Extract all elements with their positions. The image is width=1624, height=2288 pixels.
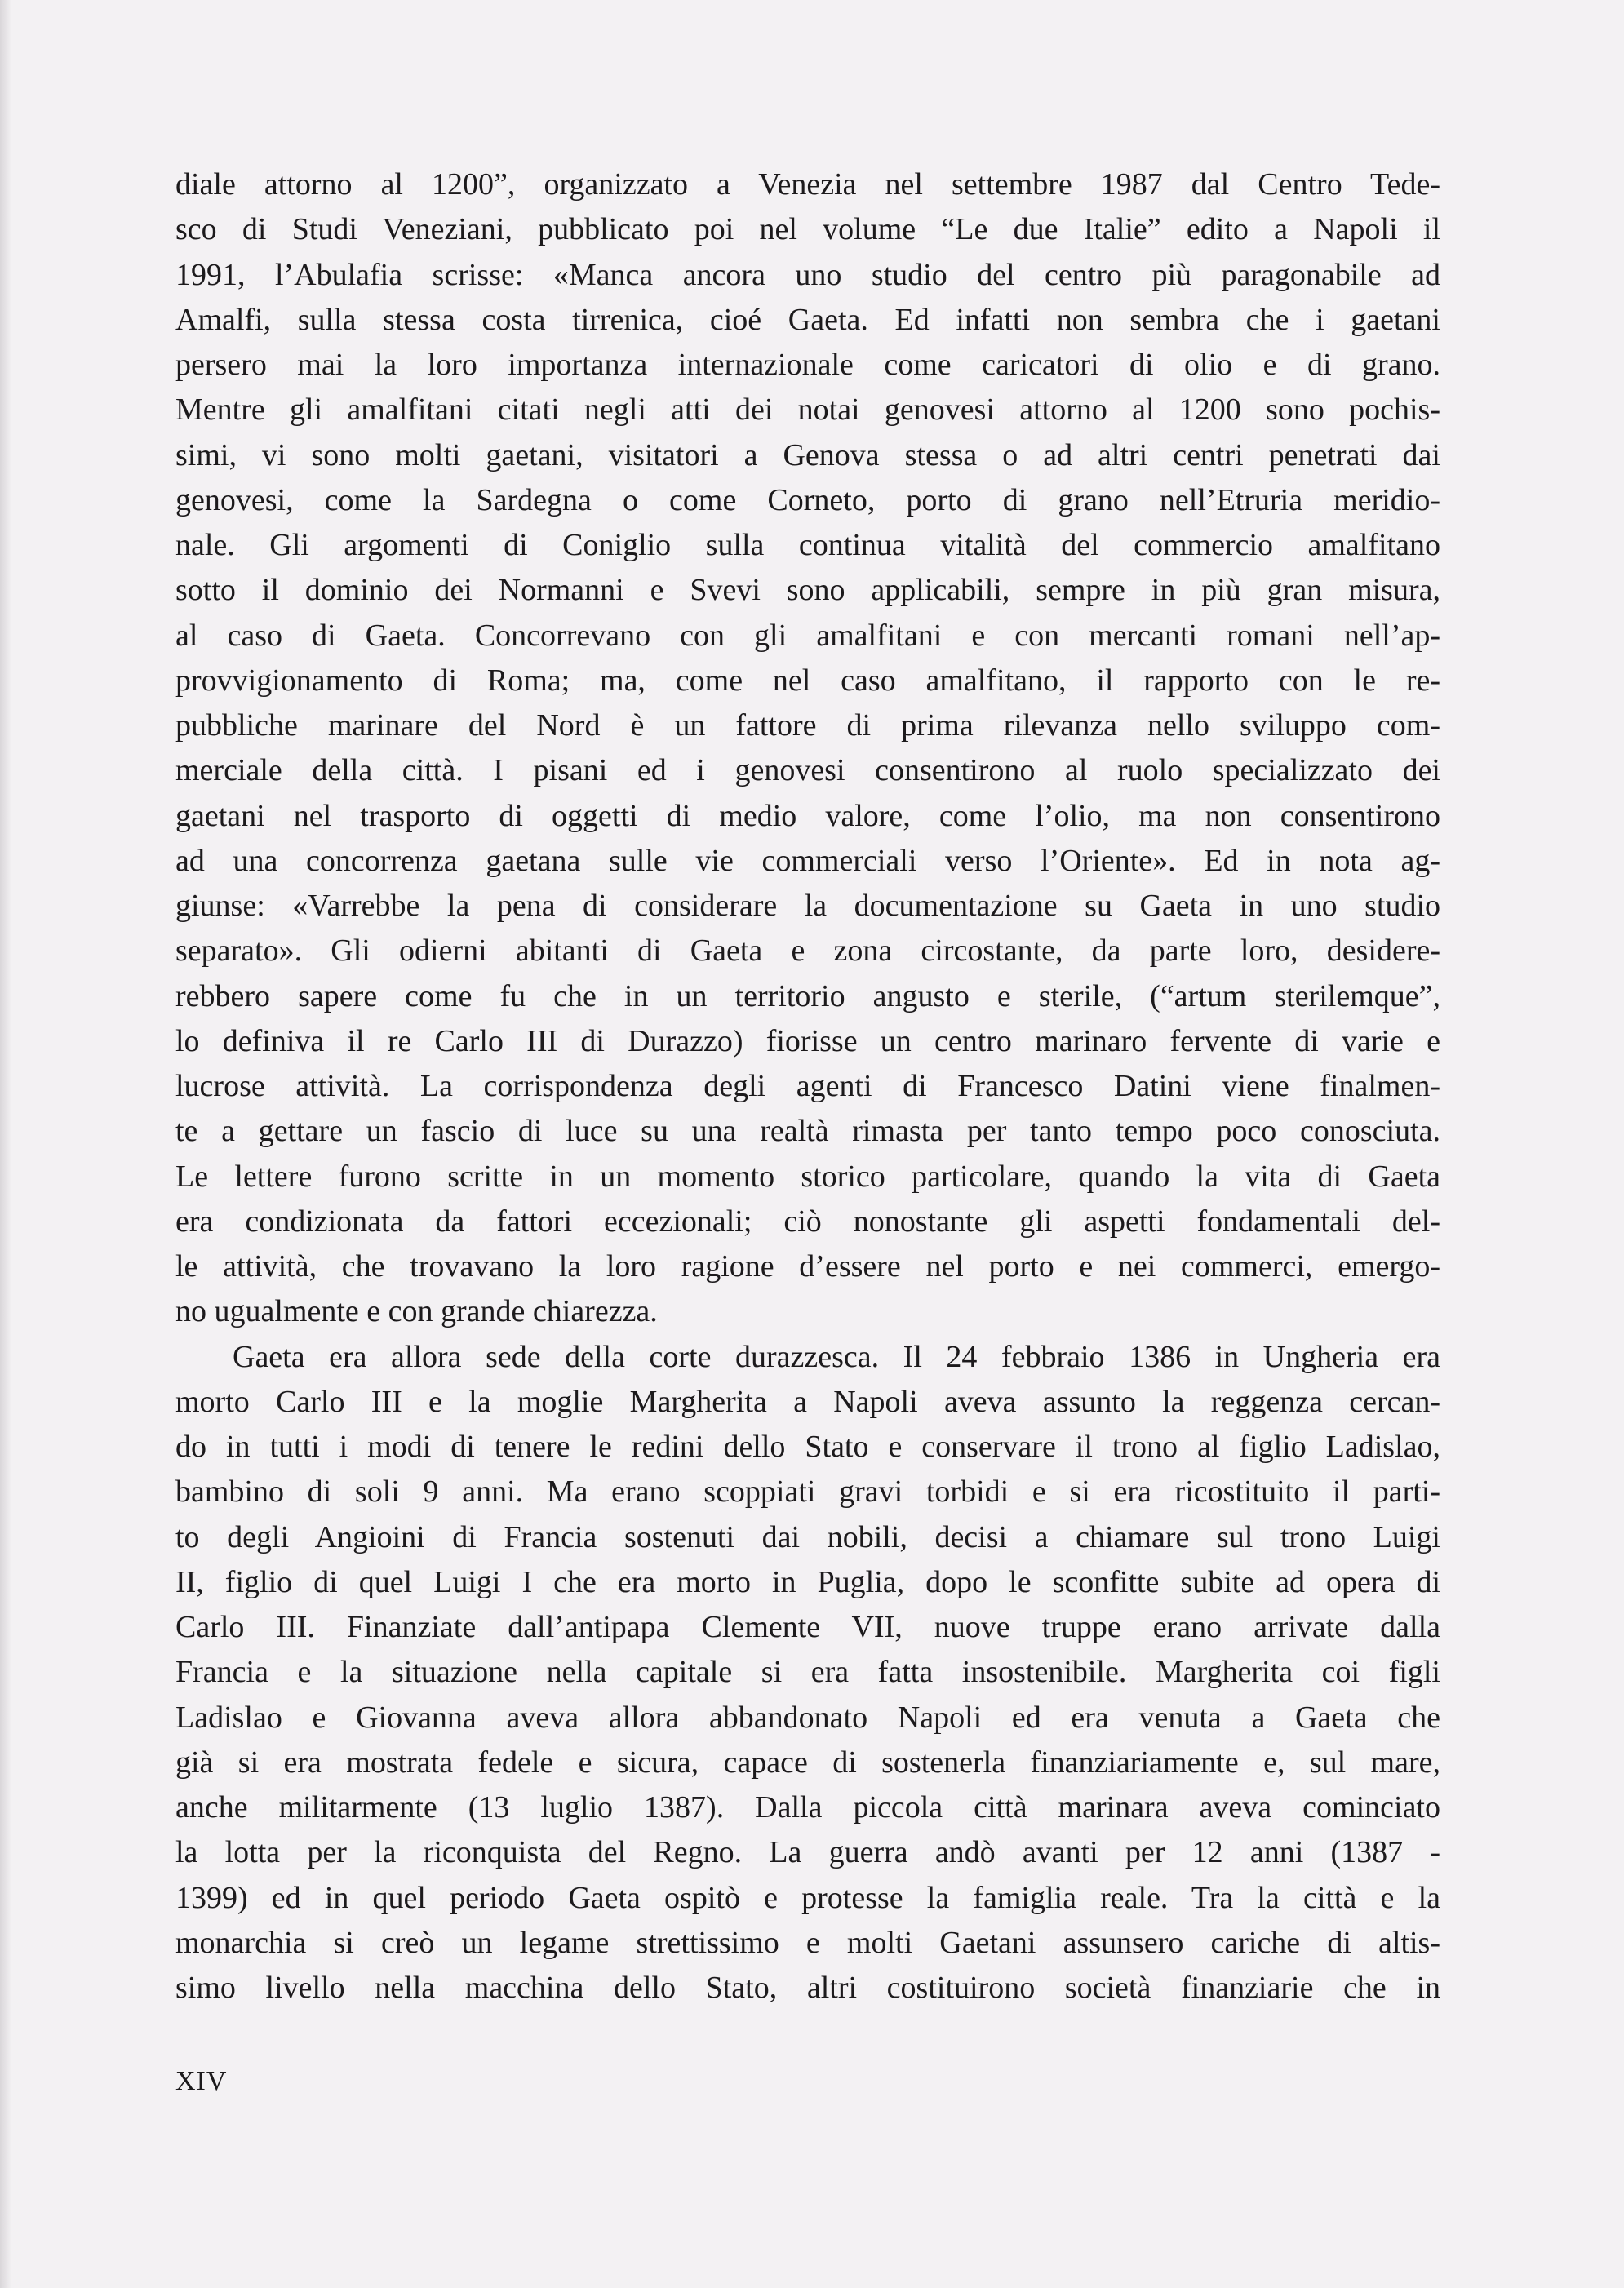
text-line: merciale della città. I pisani ed i genovesi consentirono al ruolo specializzato dei bbox=[175, 753, 1440, 788]
text-line: genovesi, come la Sardegna o come Corneto, porto di grano nell’Etruria meridio- bbox=[175, 482, 1440, 517]
text-line: Le lettere furono scritte in un momento storico particolare, quando la vita di Gaeta bbox=[175, 1159, 1440, 1194]
text-line: no ugualmente e con grande chiarezza. bbox=[175, 1294, 658, 1329]
text-line: anche militarmente (13 luglio 1387). Dalla piccola città marinara aveva cominciato bbox=[175, 1790, 1440, 1825]
text-line: 1991, l’Abulafia scrisse: «Manca ancora uno studio del centro più paragonabile ad bbox=[175, 257, 1440, 292]
text-line: Carlo III. Finanziate dall’antipapa Clemente VII, nuove truppe erano arrivate dalla bbox=[175, 1610, 1440, 1644]
text-line: gaetani nel trasporto di oggetti di medio valore, come l’olio, ma non consentirono bbox=[175, 798, 1440, 833]
text-line: bambino di soli 9 anni. Ma erano scoppiati gravi torbidi e si era ricostituito il parti- bbox=[175, 1474, 1440, 1510]
text-line: lucrose attività. La corrispondenza degli agenti di Francesco Datini viene finalmen- bbox=[175, 1069, 1440, 1103]
text-line: diale attorno al 1200”, organizzato a Venezia nel settembre 1987 dal Centro Tede- bbox=[175, 167, 1440, 202]
page-number: XIV bbox=[175, 2066, 228, 2096]
text-line: giunse: «Varrebbe la pena di considerare la documentazione su Gaeta in uno studio bbox=[175, 889, 1440, 923]
text-line: provvigionamento di Roma; ma, come nel caso amalfitano, il rapporto con le re- bbox=[175, 663, 1440, 698]
text-line: le attività, che trovavano la loro ragione d’essere nel porto e nei commerci, emergo- bbox=[175, 1249, 1440, 1284]
text-line: rebbero sapere come fu che in un territorio angusto e sterile, (“artum sterilemque”, bbox=[175, 978, 1440, 1013]
text-line: simo livello nella macchina dello Stato, altri costituirono società finanziarie che in bbox=[175, 1971, 1440, 2005]
text-line: era condizionata da fattori eccezionali; ciò nonostante gli aspetti fondamentali del- bbox=[175, 1204, 1440, 1239]
text-line: sotto il dominio dei Normanni e Svevi sono applicabili, sempre in più gran misura, bbox=[175, 573, 1440, 608]
text-line: morto Carlo III e la moglie Margherita a Napoli aveva assunto la reggenza cercan- bbox=[175, 1384, 1440, 1419]
text-line: to degli Angioini di Francia sostenuti dai nobili, decisi a chiamare sul trono Luigi bbox=[175, 1519, 1440, 1554]
text-line: separato». Gli odierni abitanti di Gaeta e zona circostante, da parte loro, desidere- bbox=[175, 933, 1440, 969]
text-line: pubbliche marinare del Nord è un fattore di prima rilevanza nello sviluppo com- bbox=[175, 708, 1440, 743]
text-line: sco di Studi Veneziani, pubblicato poi nel volume “Le due Italie” edito a Napoli il bbox=[175, 212, 1440, 247]
text-line: simi, vi sono molti gaetani, visitatori a Genova stessa o ad altri centri penetrati dai bbox=[175, 437, 1440, 472]
text-line: do in tutti i modi di tenere le redini dello Stato e conservare il trono al figlio Ladislao, bbox=[175, 1430, 1440, 1464]
text-line: al caso di Gaeta. Concorrevano con gli amalfitani e con mercanti romani nell’ap- bbox=[175, 618, 1440, 653]
page-edge-shadow bbox=[0, 0, 11, 2288]
text-line: Francia e la situazione nella capitale si era fatta insostenibile. Margherita coi figli bbox=[175, 1655, 1440, 1690]
text-line: II, figlio di quel Luigi I che era morto in Puglia, dopo le sconfitte subite ad opera di bbox=[175, 1564, 1440, 1599]
text-line: già si era mostrata fedele e sicura, capace di sostenerla finanziariamente e, sul mare, bbox=[175, 1745, 1440, 1780]
text-line: ad una concorrenza gaetana sulle vie commerciali verso l’Oriente». Ed in nota ag- bbox=[175, 843, 1440, 878]
text-line: monarchia si creò un legame strettissimo e molti Gaetani assunsero cariche di altis- bbox=[175, 1925, 1440, 1960]
text-line: la lotta per la riconquista del Regno. La guerra andò avanti per 12 anni (1387 - bbox=[175, 1835, 1440, 1870]
text-line: nale. Gli argomenti di Coniglio sulla continua vitalità del commercio amalfitano bbox=[175, 528, 1440, 562]
text-line: Mentre gli amalfitani citati negli atti dei notai genovesi attorno al 1200 sono pochis- bbox=[175, 392, 1440, 428]
text-line: persero mai la loro importanza internazionale come caricatori di olio e di grano. bbox=[175, 348, 1440, 382]
text-line: te a gettare un fascio di luce su una realtà rimasta per tanto tempo poco conosciuta. bbox=[175, 1114, 1440, 1149]
text-line: lo definiva il re Carlo III di Durazzo) fiorisse un centro marinaro fervente di varie e bbox=[175, 1023, 1440, 1058]
text-line: 1399) ed in quel periodo Gaeta ospitò e protesse la famiglia reale. Tra la città e la bbox=[175, 1880, 1440, 1915]
text-line: Amalfi, sulla stessa costa tirrenica, cioé Gaeta. Ed infatti non sembra che i gaetani bbox=[175, 302, 1440, 337]
body-text bbox=[175, 162, 1440, 2011]
text-line: Ladislao e Giovanna aveva allora abbandonato Napoli ed era venuta a Gaeta che bbox=[175, 1700, 1440, 1735]
text-line: Gaeta era allora sede della corte durazzesca. Il 24 febbraio 1386 in Ungheria era bbox=[233, 1339, 1440, 1374]
